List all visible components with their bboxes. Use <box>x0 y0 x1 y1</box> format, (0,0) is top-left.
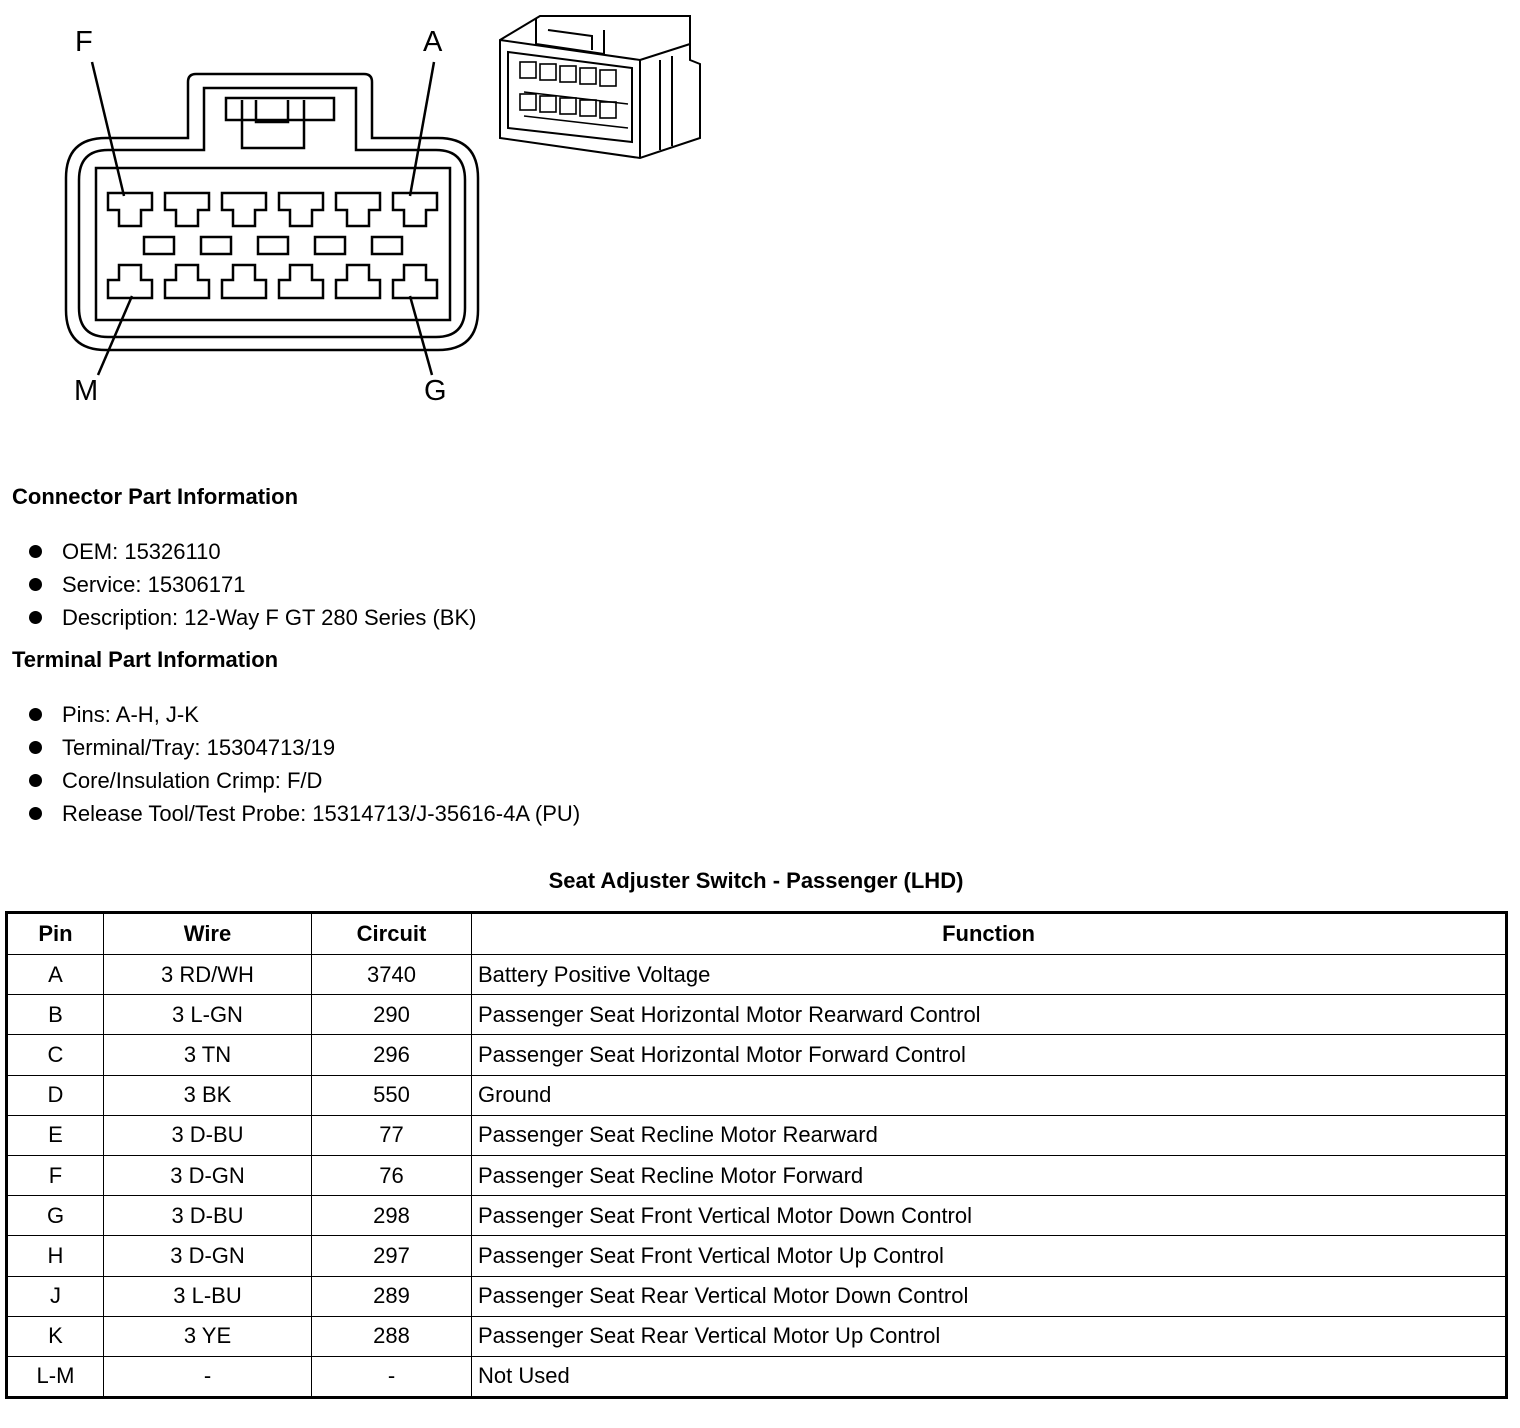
bullet-icon <box>29 741 42 754</box>
cell-circuit: 3740 <box>312 955 472 995</box>
cell-function: Passenger Seat Horizontal Motor Rearward Control <box>472 995 1507 1035</box>
cell-wire: 3 BK <box>104 1075 312 1115</box>
bullet-icon <box>29 807 42 820</box>
header-wire: Wire <box>104 913 312 955</box>
cell-wire: 3 D-BU <box>104 1196 312 1236</box>
connector-info-heading: Connector Part Information <box>12 484 299 509</box>
list-item: Release Tool/Test Probe: 15314713/J-35616-4A (PU) <box>0 797 580 830</box>
cell-pin: F <box>7 1155 104 1195</box>
connector-diagram <box>0 0 720 420</box>
cell-circuit: 290 <box>312 995 472 1035</box>
table-title: Seat Adjuster Switch - Passenger (LHD) <box>548 868 964 893</box>
terminal-info-list <box>0 698 580 830</box>
table-header-row <box>7 913 1507 955</box>
cell-circuit: 288 <box>312 1316 472 1356</box>
cell-function: Passenger Seat Rear Vertical Motor Up Control <box>472 1316 1507 1356</box>
pinout-table <box>5 911 1508 1399</box>
cell-pin: G <box>7 1196 104 1236</box>
bottom-row-terminals <box>108 265 437 298</box>
cell-function: Passenger Seat Recline Motor Rearward <box>472 1115 1507 1155</box>
cell-function: Passenger Seat Front Vertical Motor Up Control <box>472 1236 1507 1276</box>
cell-wire: 3 YE <box>104 1316 312 1356</box>
cell-pin: B <box>7 995 104 1035</box>
cell-function: Passenger Seat Horizontal Motor Forward Control <box>472 1035 1507 1075</box>
pin-label-m: M <box>74 375 99 407</box>
cell-function: Passenger Seat Recline Motor Forward <box>472 1155 1507 1195</box>
cell-wire: 3 L-BU <box>104 1276 312 1316</box>
cell-function: Passenger Seat Rear Vertical Motor Down Control <box>472 1276 1507 1316</box>
cell-circuit: - <box>312 1356 472 1397</box>
table-row <box>7 1316 1507 1356</box>
leader-lines <box>92 62 434 375</box>
table-row <box>7 1276 1507 1316</box>
pin-label-a: A <box>423 26 443 58</box>
connector-3d-view <box>500 16 700 158</box>
list-item: Core/Insulation Crimp: F/D <box>0 764 580 797</box>
cell-function: Passenger Seat Front Vertical Motor Down Control <box>472 1196 1507 1236</box>
cell-wire: 3 L-GN <box>104 995 312 1035</box>
table-row <box>7 955 1507 995</box>
keying-slots <box>144 237 402 254</box>
bullet-icon <box>29 774 42 787</box>
connector-housing-inner-outline <box>79 88 465 337</box>
cell-pin: D <box>7 1075 104 1115</box>
list-item: Description: 12-Way F GT 280 Series (BK) <box>0 601 476 634</box>
list-item: OEM: 15326110 <box>0 535 476 568</box>
list-item: Pins: A-H, J-K <box>0 698 580 731</box>
cell-pin: E <box>7 1115 104 1155</box>
cell-circuit: 297 <box>312 1236 472 1276</box>
bullet-icon <box>29 578 42 591</box>
cell-function: Battery Positive Voltage <box>472 955 1507 995</box>
cell-wire: 3 D-BU <box>104 1115 312 1155</box>
top-row-terminals <box>108 193 437 226</box>
cell-pin: C <box>7 1035 104 1075</box>
header-function: Function <box>472 913 1507 955</box>
cell-wire: - <box>104 1356 312 1397</box>
cell-circuit: 76 <box>312 1155 472 1195</box>
cell-wire: 3 D-GN <box>104 1236 312 1276</box>
cell-wire: 3 D-GN <box>104 1155 312 1195</box>
cell-wire: 3 RD/WH <box>104 955 312 995</box>
cell-pin: A <box>7 955 104 995</box>
header-pin: Pin <box>7 913 104 955</box>
pin-label-f: F <box>75 26 93 58</box>
cell-function: Ground <box>472 1075 1507 1115</box>
table-row <box>7 1035 1507 1075</box>
cell-wire: 3 TN <box>104 1035 312 1075</box>
list-item: Terminal/Tray: 15304713/19 <box>0 731 580 764</box>
cell-circuit: 77 <box>312 1115 472 1155</box>
bullet-icon <box>29 545 42 558</box>
pin-label-g: G <box>424 375 447 407</box>
cell-circuit: 296 <box>312 1035 472 1075</box>
cell-pin: H <box>7 1236 104 1276</box>
bullet-icon <box>29 708 42 721</box>
cell-pin: K <box>7 1316 104 1356</box>
table-row <box>7 995 1507 1035</box>
cell-function: Not Used <box>472 1356 1507 1397</box>
terminal-info-heading: Terminal Part Information <box>12 647 279 672</box>
cell-circuit: 289 <box>312 1276 472 1316</box>
cell-pin: L-M <box>7 1356 104 1397</box>
bullet-icon <box>29 611 42 624</box>
table-row <box>7 1115 1507 1155</box>
cell-pin: J <box>7 1276 104 1316</box>
cell-circuit: 298 <box>312 1196 472 1236</box>
table-row <box>7 1236 1507 1276</box>
table-row <box>7 1075 1507 1115</box>
table-row <box>7 1155 1507 1195</box>
table-row <box>7 1196 1507 1236</box>
header-circuit: Circuit <box>312 913 472 955</box>
list-item: Service: 15306171 <box>0 568 476 601</box>
connector-info-list <box>0 535 476 634</box>
table-row <box>7 1356 1507 1397</box>
cell-circuit: 550 <box>312 1075 472 1115</box>
